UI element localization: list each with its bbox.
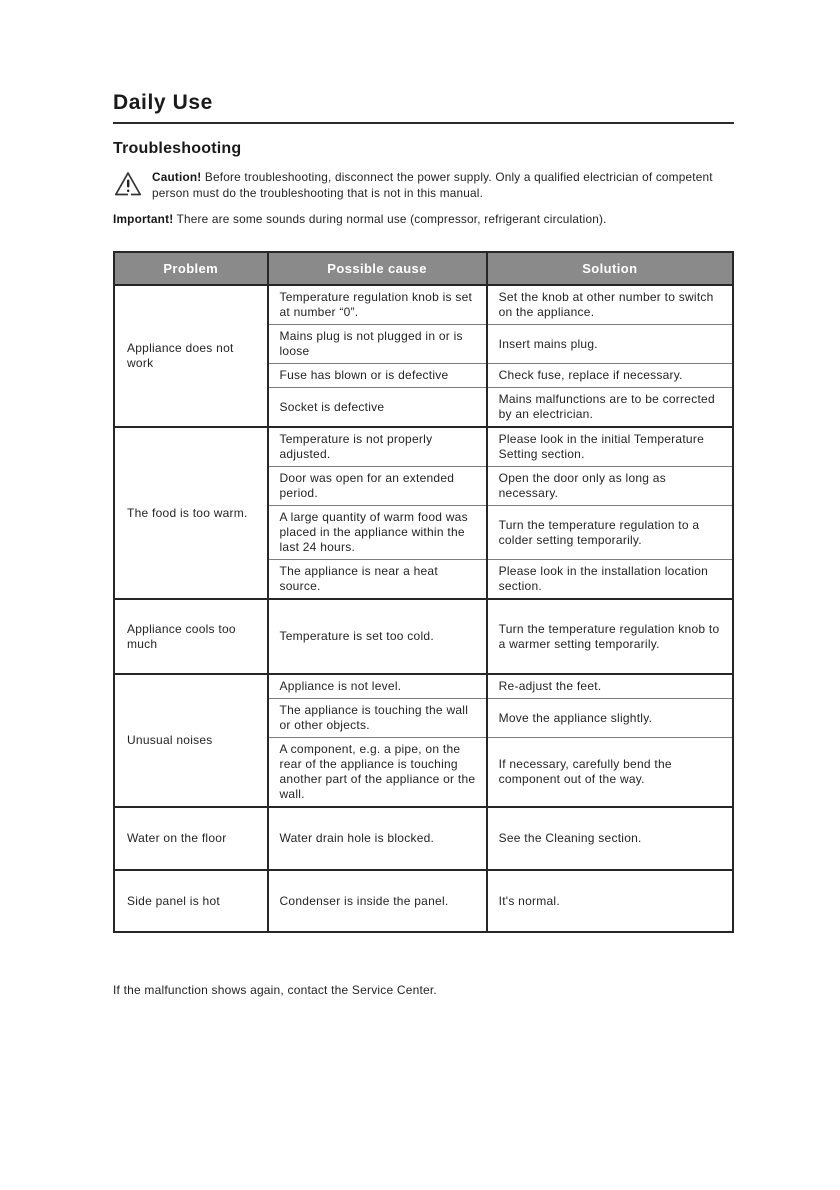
table-row [114, 427, 733, 467]
cause-cell: Fuse has blown or is defective [268, 364, 487, 388]
cause-cell: A large quantity of warm food was placed in the appliance within the last 24 hours. [268, 506, 487, 560]
cause-cell: Door was open for an extended period. [268, 467, 487, 506]
table-row [114, 674, 733, 699]
warning-triangle-icon [113, 169, 143, 203]
solution-cell: Set the knob at other number to switch on the appliance. [487, 285, 733, 325]
cause-cell: Condenser is inside the panel. [268, 870, 487, 932]
caution-body: Before troubleshooting, disconnect the power supply. Only a qualified electrician of competent person must do the troubleshooting that is not in this manual. [152, 170, 713, 201]
solution-cell: See the Cleaning section. [487, 807, 733, 870]
important-label: Important! [113, 212, 174, 226]
manual-page [113, 0, 734, 999]
header-possible-cause: Possible cause [268, 252, 487, 285]
solution-cell: Turn the temperature regulation knob to a warmer setting temporarily. [487, 599, 733, 674]
solution-cell: Check fuse, replace if necessary. [487, 364, 733, 388]
problem-cell: Side panel is hot [114, 870, 268, 932]
solution-cell: Turn the temperature regulation to a colder setting temporarily. [487, 506, 733, 560]
cause-cell: Temperature regulation knob is set at number “0”. [268, 285, 487, 325]
page-title: Daily Use [113, 91, 213, 114]
solution-cell: Move the appliance slightly. [487, 699, 733, 738]
cause-cell: Mains plug is not plugged in or is loose [268, 325, 487, 364]
header-problem: Problem [114, 252, 268, 285]
problem-cell: The food is too warm. [114, 427, 268, 599]
table-row [114, 599, 733, 674]
solution-cell: Mains malfunctions are to be corrected by an electrician. [487, 388, 733, 428]
table-header [114, 252, 733, 285]
solution-cell: Insert mains plug. [487, 325, 733, 364]
solution-cell: Please look in the installation location section. [487, 560, 733, 600]
table-row [114, 807, 733, 870]
table-body [114, 285, 733, 932]
cause-cell: Temperature is set too cold. [268, 599, 487, 674]
header-solution: Solution [487, 252, 733, 285]
problem-cell: Appliance cools too much [114, 599, 268, 674]
table-row [114, 870, 733, 932]
solution-cell: Please look in the initial Temperature Setting section. [487, 427, 733, 467]
important-body: There are some sounds during normal use (compressor, refrigerant circulation). [173, 212, 607, 226]
caution-note [113, 169, 734, 203]
table-row [114, 285, 733, 325]
problem-cell: Water on the floor [114, 807, 268, 870]
cause-cell: The appliance is near a heat source. [268, 560, 487, 600]
title-divider [113, 122, 734, 124]
solution-cell: It's normal. [487, 870, 733, 932]
important-note [113, 211, 734, 227]
caution-label: Caution! [152, 170, 202, 184]
cause-cell: Socket is defective [268, 388, 487, 428]
solution-cell: If necessary, carefully bend the component out of the way. [487, 738, 733, 808]
footer-note: If the malfunction shows again, contact the Service Center. [113, 983, 437, 998]
problem-cell: Unusual noises [114, 674, 268, 807]
cause-cell: The appliance is touching the wall or other objects. [268, 699, 487, 738]
cause-cell: A component, e.g. a pipe, on the rear of the appliance is touching another part of the appliance or the wall. [268, 738, 487, 808]
section-title: Troubleshooting [113, 140, 242, 157]
solution-cell: Re-adjust the feet. [487, 674, 733, 699]
troubleshooting-table [113, 251, 734, 933]
cause-cell: Appliance is not level. [268, 674, 487, 699]
solution-cell: Open the door only as long as necessary. [487, 467, 733, 506]
cause-cell: Water drain hole is blocked. [268, 807, 487, 870]
cause-cell: Temperature is not properly adjusted. [268, 427, 487, 467]
problem-cell: Appliance does not work [114, 285, 268, 427]
caution-text [152, 169, 734, 202]
